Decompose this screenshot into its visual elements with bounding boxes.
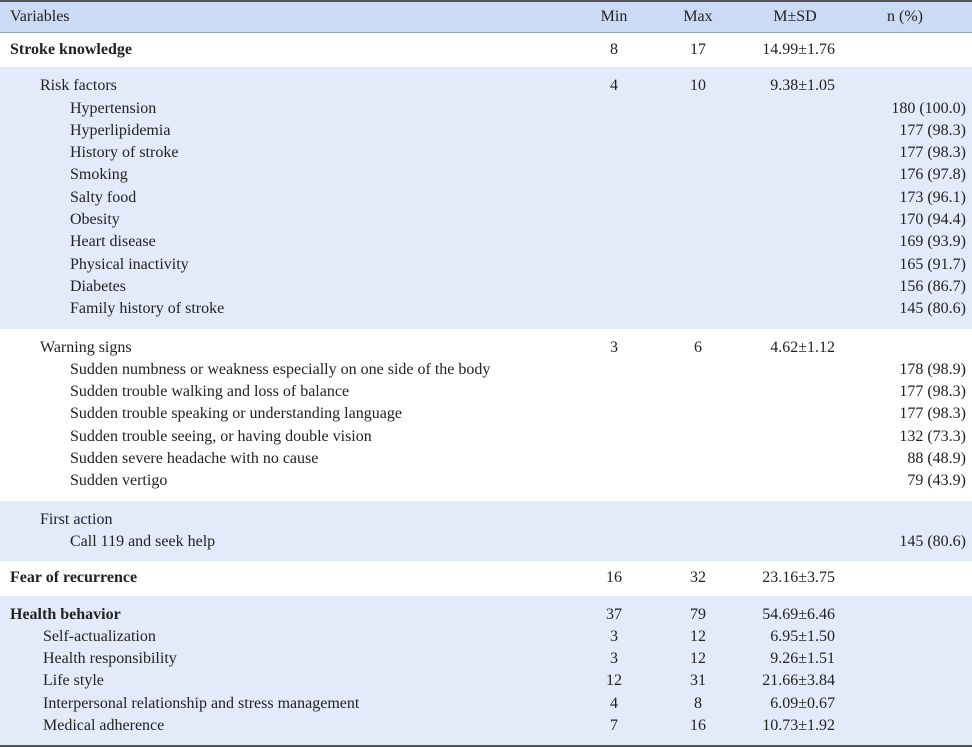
table-row xyxy=(0,39,972,61)
n-percent-value: 170 (94.4) xyxy=(899,211,966,229)
header-min: Min xyxy=(600,8,628,25)
table-body xyxy=(0,33,972,745)
min-value: 37 xyxy=(606,605,622,623)
mean-sd-value: 6.95±1.50 xyxy=(770,627,835,645)
table-row xyxy=(0,337,972,359)
variable-label: Life style xyxy=(43,672,104,690)
variable-label: History of stroke xyxy=(70,144,179,162)
n-percent-value: 145 (80.6) xyxy=(899,300,966,318)
table-row xyxy=(0,509,972,531)
max-value: 12 xyxy=(690,627,706,645)
min-value: 3 xyxy=(610,650,618,668)
header-max: Max xyxy=(683,8,713,25)
n-percent-value: 156 (86.7) xyxy=(899,277,966,295)
variable-label: Hyperlipidemia xyxy=(70,121,171,139)
variable-label: Health responsibility xyxy=(43,650,177,668)
variable-label: Salty food xyxy=(70,188,137,206)
table-row xyxy=(0,426,972,448)
n-percent-value: 177 (98.3) xyxy=(899,383,966,401)
table-row xyxy=(0,142,972,164)
variable-label: Call 119 and seek help xyxy=(70,532,216,550)
row-group xyxy=(0,329,972,501)
min-value: 4 xyxy=(610,77,618,95)
n-percent-value: 177 (98.3) xyxy=(899,121,966,139)
row-group xyxy=(0,33,972,67)
variable-label: Self-actualization xyxy=(43,627,156,645)
variable-label: Sudden vertigo xyxy=(70,472,168,490)
variable-label: First action xyxy=(40,510,113,528)
header-n: n (%) xyxy=(887,8,923,25)
max-value: 79 xyxy=(690,605,706,623)
row-group xyxy=(0,596,972,746)
n-percent-value: 178 (98.9) xyxy=(899,360,966,378)
n-percent-value: 177 (98.3) xyxy=(899,405,966,423)
table-row xyxy=(0,75,972,97)
n-percent-value: 173 (96.1) xyxy=(899,188,966,206)
table-row xyxy=(0,359,972,381)
max-value: 6 xyxy=(694,338,702,356)
table-row xyxy=(0,276,972,298)
min-value: 12 xyxy=(606,672,622,690)
variable-label: Smoking xyxy=(70,166,128,184)
max-value: 16 xyxy=(690,717,706,735)
variable-label: Family history of stroke xyxy=(70,300,225,318)
min-value: 7 xyxy=(610,717,618,735)
variable-label: Warning signs xyxy=(40,338,132,356)
mean-sd-value: 6.09±0.67 xyxy=(770,694,835,712)
row-group xyxy=(0,501,972,562)
table-row xyxy=(0,231,972,253)
n-percent-value: 88 (48.9) xyxy=(907,450,966,468)
table-row xyxy=(0,604,972,626)
table-row xyxy=(0,120,972,142)
max-value: 17 xyxy=(690,41,706,58)
max-value: 8 xyxy=(694,694,702,712)
variable-label: Medical adherence xyxy=(43,717,165,735)
mean-sd-value: 10.73±1.92 xyxy=(762,717,835,735)
variable-label: Sudden trouble speaking or understanding language xyxy=(70,405,402,423)
variable-label: Sudden trouble walking and loss of balance xyxy=(70,383,350,401)
variable-label: Fear of recurrence xyxy=(10,569,138,587)
variable-label: Hypertension xyxy=(70,99,157,117)
variable-label: Risk factors xyxy=(40,77,117,95)
n-percent-value: 132 (73.3) xyxy=(899,427,966,445)
min-value: 4 xyxy=(610,694,618,712)
n-percent-value: 177 (98.3) xyxy=(899,144,966,162)
table-row xyxy=(0,381,972,403)
table-row xyxy=(0,567,972,589)
variable-label: Interpersonal relationship and stress management xyxy=(43,694,360,712)
table-row xyxy=(0,693,972,715)
variable-label: Obesity xyxy=(70,211,120,229)
table-row xyxy=(0,670,972,692)
n-percent-value: 145 (80.6) xyxy=(899,532,966,550)
table-row xyxy=(0,98,972,120)
variable-label: Physical inactivity xyxy=(70,255,189,273)
variable-label: Sudden severe headache with no cause xyxy=(70,450,319,468)
table-row xyxy=(0,715,972,737)
max-value: 12 xyxy=(690,650,706,668)
min-value: 8 xyxy=(610,41,618,58)
mean-sd-value: 21.66±3.84 xyxy=(762,672,835,690)
table-row xyxy=(0,448,972,470)
n-percent-value: 169 (93.9) xyxy=(899,233,966,251)
table-row xyxy=(0,254,972,276)
min-value: 3 xyxy=(610,627,618,645)
variable-label: Health behavior xyxy=(10,605,121,623)
n-percent-value: 180 (100.0) xyxy=(891,99,966,117)
variable-label: Stroke knowledge xyxy=(10,41,132,58)
variable-label: Heart disease xyxy=(70,233,156,251)
mean-sd-value: 4.62±1.12 xyxy=(770,338,835,356)
n-percent-value: 176 (97.8) xyxy=(899,166,966,184)
mean-sd-value: 9.38±1.05 xyxy=(770,77,835,95)
header-msd: M±SD xyxy=(773,8,817,25)
table-row xyxy=(0,531,972,553)
mean-sd-value: 9.26±1.51 xyxy=(770,650,835,668)
min-value: 3 xyxy=(610,338,618,356)
max-value: 10 xyxy=(690,77,706,95)
table-header xyxy=(0,2,972,33)
variable-label: Sudden numbness or weakness especially on one side of the body xyxy=(70,360,491,378)
table-row xyxy=(0,164,972,186)
mean-sd-value: 54.69±6.46 xyxy=(762,605,835,623)
table-row xyxy=(0,648,972,670)
row-group xyxy=(0,67,972,328)
table-row xyxy=(0,187,972,209)
table-row xyxy=(0,403,972,425)
header-variables: Variables xyxy=(10,8,70,25)
table-row xyxy=(0,209,972,231)
n-percent-value: 79 (43.9) xyxy=(907,472,966,490)
row-group xyxy=(0,561,972,595)
mean-sd-value: 23.16±3.75 xyxy=(762,569,835,587)
table-row xyxy=(0,470,972,492)
variable-label: Sudden trouble seeing, or having double vision xyxy=(70,427,372,445)
max-value: 31 xyxy=(690,672,706,690)
n-percent-value: 165 (91.7) xyxy=(899,255,966,273)
min-value: 16 xyxy=(606,569,622,587)
variable-label: Diabetes xyxy=(70,277,126,295)
mean-sd-value: 14.99±1.76 xyxy=(762,41,835,58)
table-row xyxy=(0,298,972,320)
max-value: 32 xyxy=(690,569,706,587)
table-row xyxy=(0,626,972,648)
